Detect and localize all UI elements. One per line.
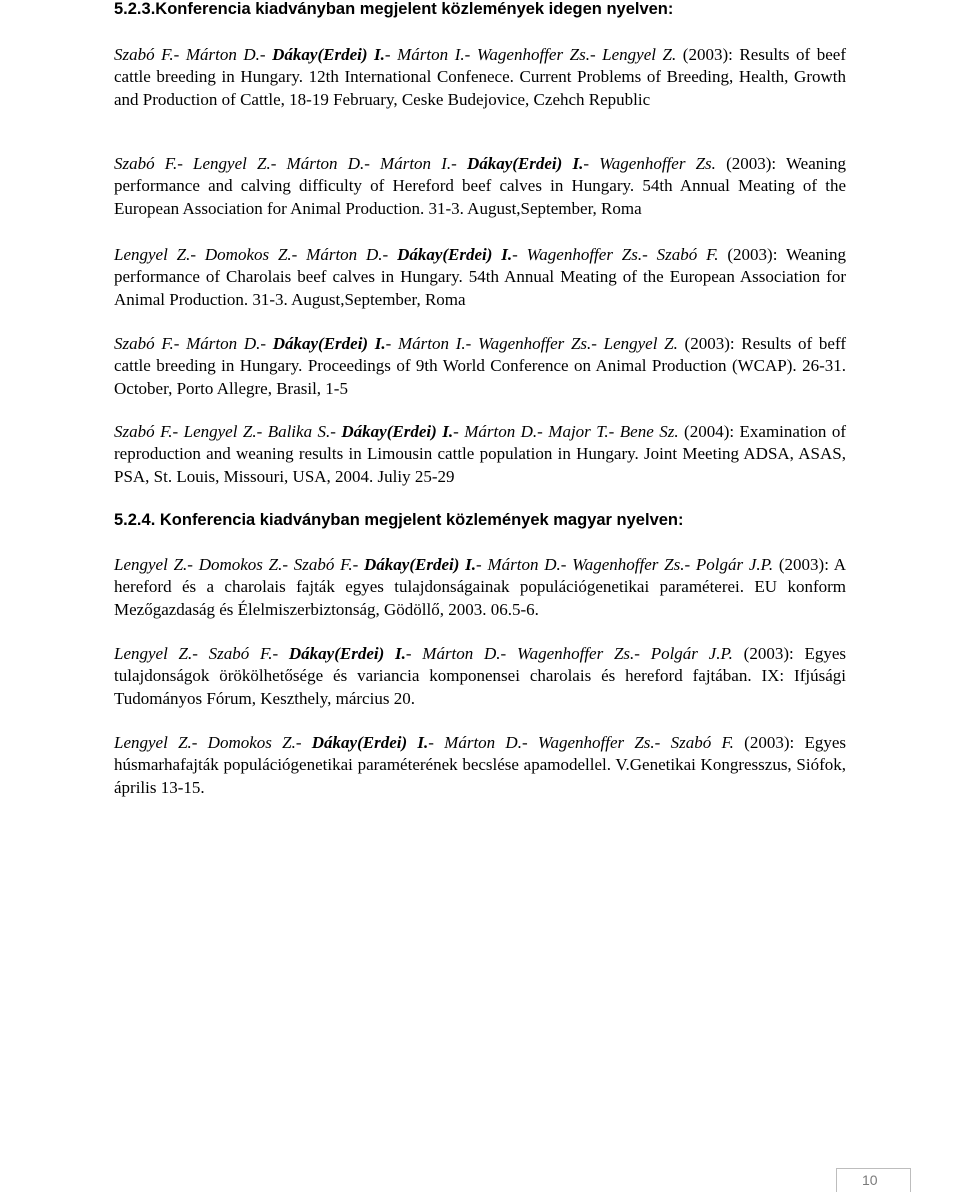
- entry-authors: [114, 154, 716, 173]
- authors-pre: Szabó F.- Lengyel Z.- Balika S.-: [114, 422, 342, 441]
- entry-text: A hereford és a charolais fajták egyes tulajdonságainak populációgenetikai paraméterei. EU konform Mezőgazdaság és Élelmiszerbiztonság, Gödöllő, 2003. 06.5-6.: [114, 555, 847, 619]
- entry-year: (2003):: [718, 245, 778, 264]
- authors-post: - Márton I.- Wagenhoffer Zs.- Lengyel Z.: [384, 45, 677, 64]
- entry-year: (2003):: [676, 45, 733, 64]
- entry-authors: [114, 644, 733, 663]
- authors-post: - Márton D.- Wagenhoffer Zs.- Polgár J.P.: [405, 644, 733, 663]
- entry-authors: [114, 334, 678, 353]
- section-heading-hungarian: 5.2.4. Konferencia kiadványban megjelent közlemények magyar nyelven:: [114, 511, 684, 529]
- authors-pre: Lengyel Z.- Szabó F.-: [114, 644, 289, 663]
- entry-text: Weaning performance of Charolais beef calves in Hungary. 54th Annual Meating of the European Association for Animal Production. 31-3. August,September, Roma: [114, 245, 846, 309]
- publication-entry: [114, 333, 846, 400]
- author-highlight: Dákay(Erdei) I.: [397, 245, 513, 264]
- entry-year: (2003):: [732, 644, 794, 663]
- entry-authors: [114, 733, 734, 752]
- entry-text: Weaning performance and calving difficulty of Hereford beef calves in Hungary. 54th Annual Meating of the European Association for Animal Production. 31-3. August,September, Roma: [114, 154, 846, 218]
- author-highlight: Dákay(Erdei) I.: [341, 422, 454, 441]
- authors-pre: Lengyel Z.- Domokos Z.-: [114, 733, 312, 752]
- author-highlight: Dákay(Erdei) I.: [272, 334, 386, 353]
- entry-authors: [114, 555, 773, 574]
- authors-post: - Wagenhoffer Zs.: [583, 154, 716, 173]
- publication-entry: [114, 732, 846, 799]
- author-highlight: Dákay(Erdei) I.: [466, 154, 584, 173]
- entry-authors: [114, 45, 676, 64]
- authors-post: - Márton I.- Wagenhoffer Zs.- Lengyel Z.: [385, 334, 678, 353]
- publication-entry: [114, 44, 846, 111]
- entry-year: (2003):: [773, 555, 829, 574]
- authors-pre: Lengyel Z.- Domokos Z.- Márton D.-: [114, 245, 398, 264]
- authors-post: - Márton D.- Wagenhoffer Zs.- Szabó F.: [428, 733, 734, 752]
- entry-year: (2004):: [678, 422, 735, 441]
- entry-text: Results of beff cattle breeding in Hungary. Proceedings of 9th World Conference on Animal Production (WCAP). 26-31. October, Porto Allegre, Brasil, 1-5: [114, 334, 846, 398]
- author-highlight: Dákay(Erdei) I.: [311, 733, 429, 752]
- authors-pre: Lengyel Z.- Domokos Z.- Szabó F.-: [114, 555, 365, 574]
- entry-year: (2003):: [733, 733, 795, 752]
- publication-entry: [114, 153, 846, 220]
- publication-entry: [114, 643, 846, 710]
- authors-post: - Márton D.- Wagenhoffer Zs.- Polgár J.P.: [476, 555, 774, 574]
- publication-entry: [114, 244, 846, 311]
- author-highlight: Dákay(Erdei) I.: [272, 45, 385, 64]
- entry-text: Examination of reproduction and weaning results in Limousin cattle population in Hungary. Joint Meeting ADSA, ASAS, PSA, St. Louis, Missouri, USA, 2004. Juliy 25-29: [114, 422, 847, 486]
- author-highlight: Dákay(Erdei) I.: [288, 644, 406, 663]
- entry-text: Egyes tulajdonságok örökölhetősége és variancia komponensei charolais és hereford fajtában. IX: Ifjúsági Tudományos Fórum, Keszthely, március 20.: [114, 644, 846, 708]
- author-highlight: Dákay(Erdei) I.: [364, 555, 477, 574]
- publication-entry: [114, 554, 846, 621]
- entry-authors: [114, 245, 719, 264]
- authors-post: - Márton D.- Major T.- Bene Sz.: [453, 422, 679, 441]
- authors-pre: Szabó F.- Lengyel Z.- Márton D.- Márton I.-: [114, 154, 467, 173]
- entry-authors: [114, 422, 679, 441]
- publication-entry: [114, 421, 846, 488]
- entry-year: (2003):: [715, 154, 777, 173]
- entry-text: Results of beef cattle breeding in Hungary. 12th International Confenece. Current Problems of Breeding, Health, Growth and Production of Cattle, 18-19 February, Ceske Budejovice, Czehch Republic: [114, 45, 846, 109]
- authors-pre: Szabó F.- Márton D.-: [114, 45, 273, 64]
- section-heading-foreign: 5.2.3.Konferencia kiadványban megjelent közlemények idegen nyelven:: [114, 0, 674, 18]
- authors-post: - Wagenhoffer Zs.- Szabó F.: [512, 245, 719, 264]
- page-number: 10: [862, 1172, 878, 1188]
- entry-text: Egyes húsmarhafajták populációgenetikai paraméterének becslése apamodellel. V.Genetikai Kongresszus, Siófok, április 13-15.: [114, 733, 846, 797]
- authors-pre: Szabó F.- Márton D.-: [114, 334, 273, 353]
- entry-year: (2003):: [677, 334, 735, 353]
